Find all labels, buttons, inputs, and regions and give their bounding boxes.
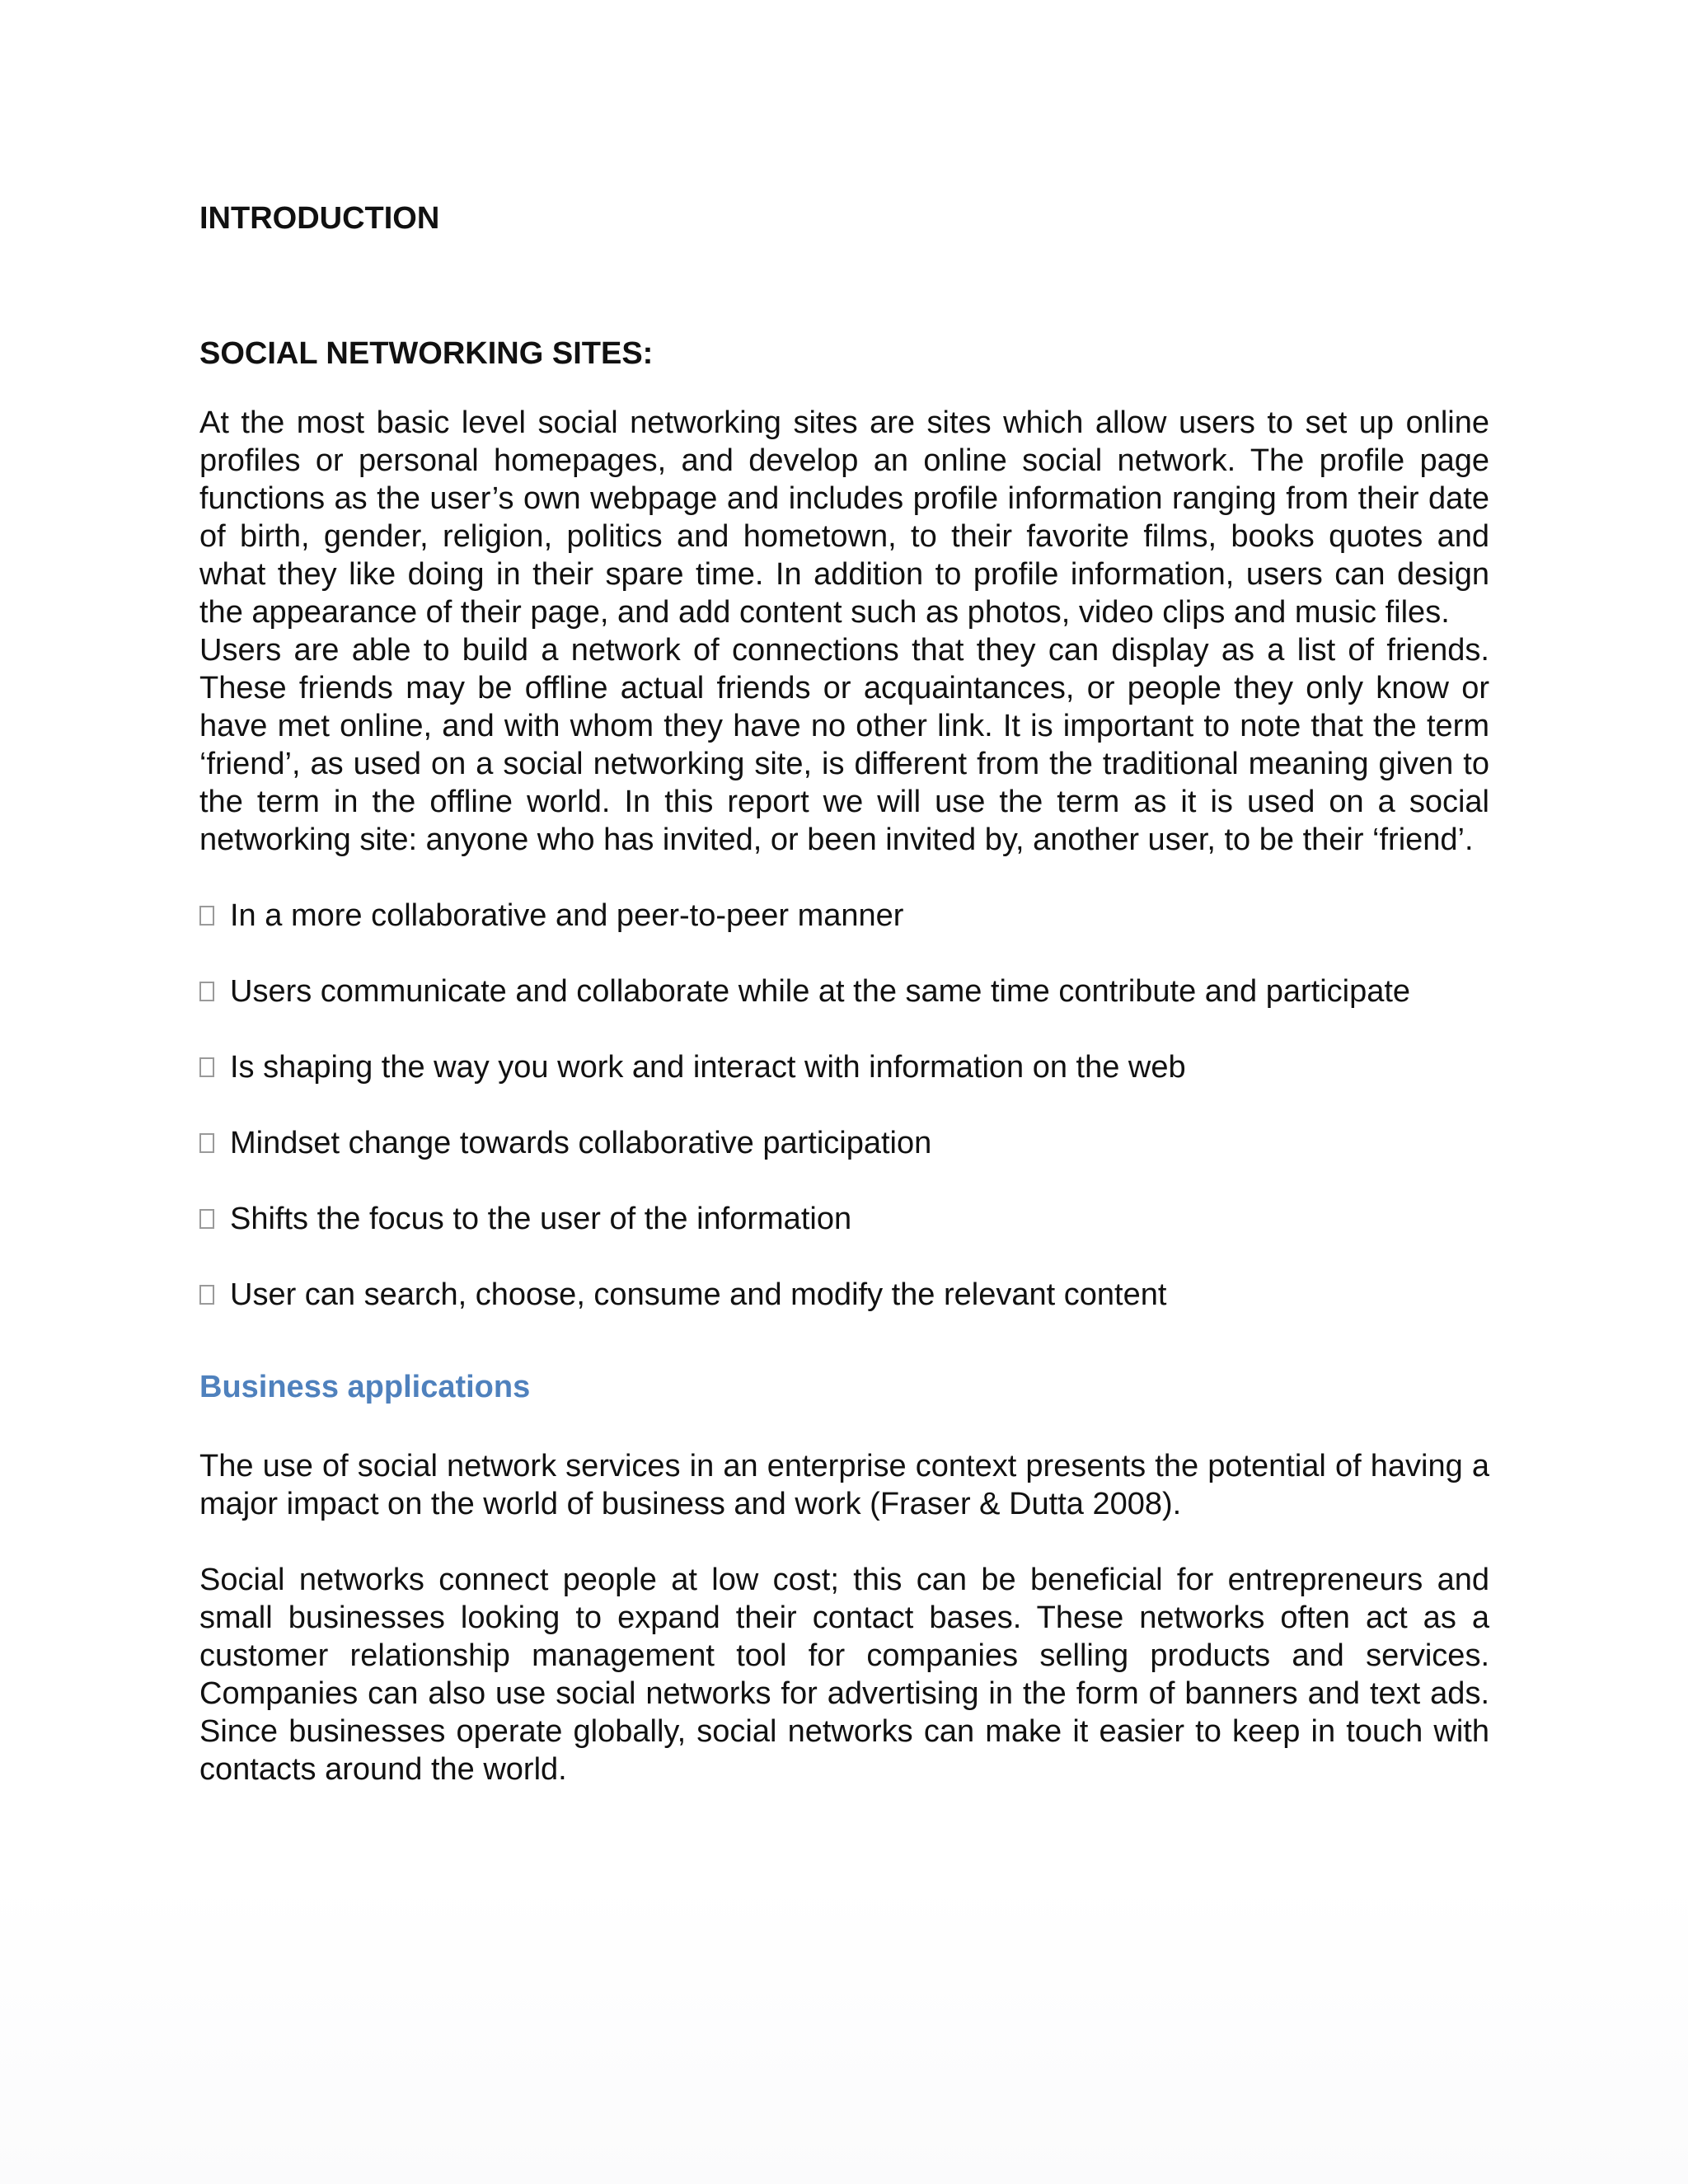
heading-business-applications: Business applications (199, 1370, 531, 1404)
list-item (199, 972, 1489, 1010)
bullet-list (199, 897, 1489, 1314)
missing-glyph-box-icon (199, 1285, 214, 1305)
missing-glyph-box-icon (199, 1133, 214, 1153)
missing-glyph-box-icon (199, 982, 214, 1001)
list-item-text: User can search, choose, consume and modify the relevant content (230, 1277, 1167, 1312)
paragraph-enterprise-context: The use of social network services in an enterprise context presents the potential of having a major impact on the world of business and work (Fraser & Dutta 2008). (199, 1449, 1489, 1521)
list-item (199, 1048, 1489, 1086)
heading-introduction: INTRODUCTION (199, 201, 440, 236)
list-item-text: Users communicate and collaborate while at the same time contribute and participate (230, 974, 1411, 1009)
list-item-text: In a more collaborative and peer-to-peer manner (230, 898, 904, 933)
paragraph-definition: At the most basic level social networking sites are sites which allow users to set up online profiles or personal homepages, and develop an online social network. The profile page functions as the user’s own webpage and includes profile information ranging from their date of birth, gender, religion, politics and hometown, to their favorite films, books quotes and what they like doing in their spare time. In addition to profile information, users can design the appearance of their page, and add content such as photos, video clips and music files. (199, 405, 1489, 630)
missing-glyph-box-icon (199, 1209, 214, 1229)
list-item (199, 1124, 1489, 1162)
list-item (199, 1276, 1489, 1314)
document-body (199, 196, 1489, 1788)
list-item (199, 897, 1489, 935)
paragraph-low-cost-connections: Social networks connect people at low cost; this can be beneficial for entrepreneurs and small businesses looking to expand their contact bases. These networks often act as a customer relationship management tool for companies selling products and services. Companies can also use social networks for advertising in the form of banners and text ads. Since businesses operate globally, social networks can make it easier to keep in touch with contacts around the world. (199, 1563, 1489, 1787)
list-item (199, 1200, 1489, 1238)
heading-social-networking-sites: SOCIAL NETWORKING SITES: (199, 336, 654, 371)
list-item-text: Is shaping the way you work and interact with information on the web (230, 1050, 1186, 1085)
missing-glyph-box-icon (199, 1057, 214, 1077)
list-item-text: Shifts the focus to the user of the information (230, 1202, 852, 1236)
missing-glyph-box-icon (199, 906, 214, 926)
paragraph-friends: Users are able to build a network of connections that they can display as a list of friends. These friends may be offline actual friends or acquaintances, or people they only know or have met online, and with whom they have no other link. It is important to note that the term ‘friend’, as used on a social networking site, is different from the traditional meaning given to the term in the offline world. In this report we will use the term as it is used on a social networking site: anyone who has invited, or been invited by, another user, to be their ‘friend’. (199, 633, 1489, 857)
list-item-text: Mindset change towards collaborative participation (230, 1126, 932, 1160)
